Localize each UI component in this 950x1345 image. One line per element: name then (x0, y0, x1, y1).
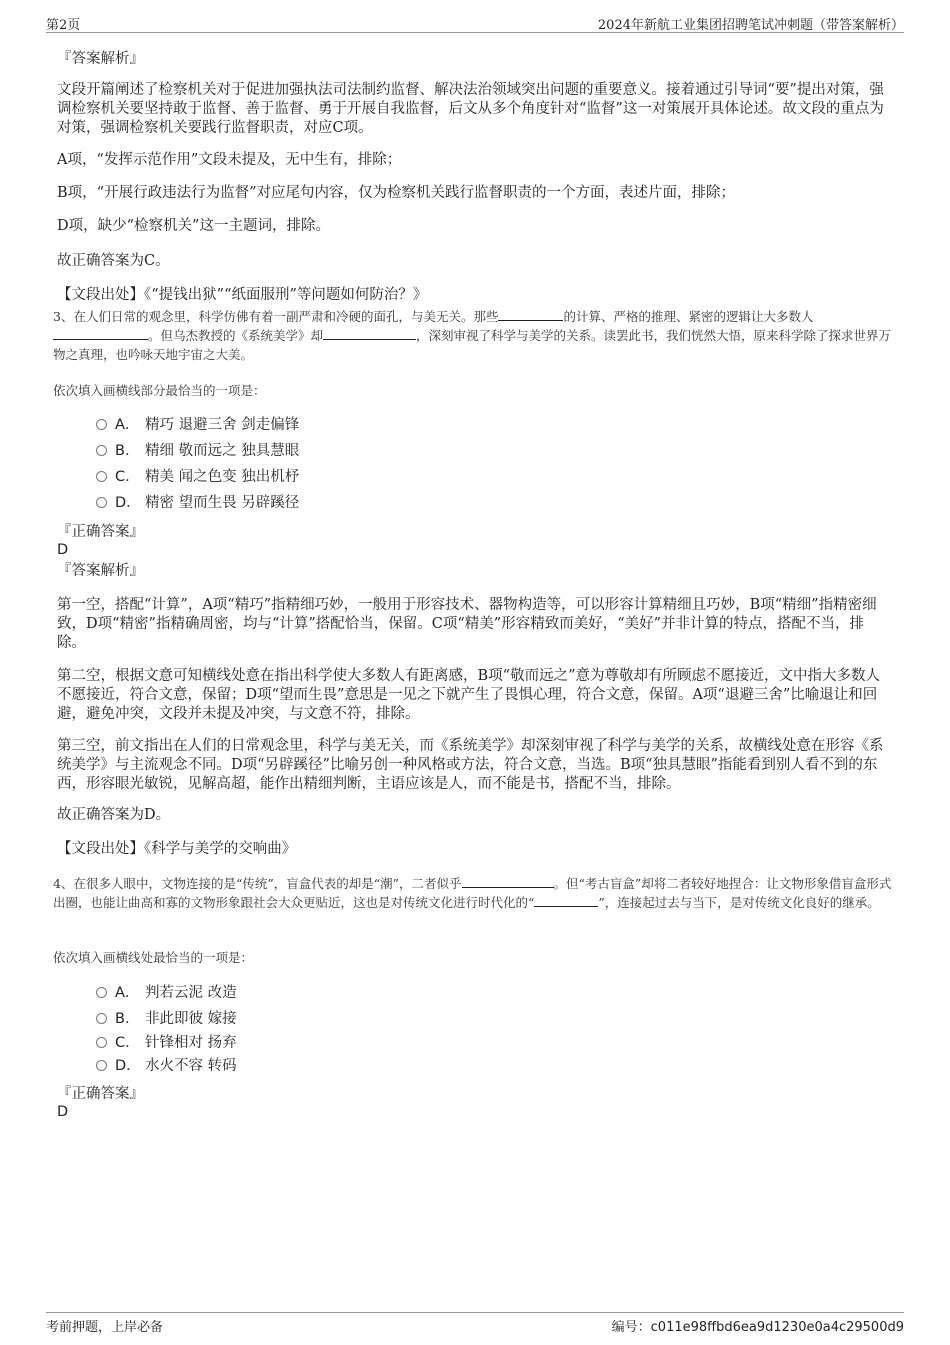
q3-analysis-2: 第二空，根据文意可知横线处意在指出科学使大多数人有距离感，B项“敬而远之”意为尊敬却有所顾虑不愿接近，文中指大多数人不愿接近，符合文意，保留；D项“望而生畏”意思是一见之下就产生了畏惧心理，符合文意，保留。A项“退避三舍”比喻退让和回避，避免冲突，文段并未提及冲突，与文意不符，排除。 (57, 668, 880, 722)
q4-option-a[interactable]: A． 判若云泥 改造 (96, 983, 237, 1003)
q4-answer-label: 『正确答案』 (57, 1086, 144, 1102)
q3-analysis-3: 第三空，前文指出在人们的日常观念里，科学与美无关，而《系统美学》却深刻审视了科学与美学的关系，故横线处意在形容《系统美学》与主流观念不同。D项“另辟蹊径”比喻另创一种风格或方法，符合文意，当选。B项“独具慧眼”指能看到别人看不到的东西，形容眼光敏锐，见解高超，能作出精细判断，主语应该是人，而不能是书，搭配不当，排除。 (57, 738, 884, 792)
q3-blank-3[interactable] (323, 327, 416, 340)
q2-analysis-label: 『答案解析』 (57, 51, 144, 67)
q2-source: 【文段出处】《“提钱出狱”“纸面服刑”等问题如何防治？》 (57, 287, 428, 303)
q3-answer-label: 『正确答案』 (57, 524, 144, 540)
q3-conclusion: 故正确答案为D。 (57, 807, 171, 823)
q3-prompt: 依次填入画横线部分最恰当的一项是： (53, 383, 266, 398)
q4-prompt: 依次填入画横线处最恰当的一项是： (53, 950, 254, 965)
q4-blank-2[interactable] (534, 894, 598, 907)
document-title: 2024年新航工业集团招聘笔试冲刺题（带答案解析） (597, 18, 904, 33)
q3-option-a[interactable]: A． 精巧 退避三舍 剑走偏锋 (96, 415, 299, 435)
q2-option-a-analysis: A项，“发挥示范作用”文段未提及，无中生有，排除； (57, 152, 402, 168)
q3-stem: 3、在人们日常的观念里，科学仿佛有着一副严肃和冷硬的面孔，与美无关。那些 的计算、严格的推理、紧密的逻辑让大多数人。但乌杰教授的《系统美学》却 ，深刻审视了科学与美学的关系。读罢此书，我们恍然大悟，原来科学除了探求世界万物之真理，也吟咏天地宇宙之大美。 (53, 309, 892, 362)
radio-icon[interactable] (96, 445, 107, 456)
q3-analysis-1: 第一空，搭配“计算”，A项“精巧”指精细巧妙，一般用于形容技术、器物构造等，可以形容计算精细且巧妙，B项“精细”指精密细致，D项“精密”指精确周密，均与“计算”搭配恰当，保留。C项“精美”形容精致而美好，“美好”并非计算的特点，搭配不当，排除。 (57, 597, 877, 651)
footer-slogan: 考前押题，上岸必备 (46, 1320, 164, 1335)
radio-icon[interactable] (96, 1037, 107, 1048)
q2-analysis-paragraph: 文段开篇阐述了检察机关对于促进加强执法司法制约监督、解决法治领域突出问题的重要意义。接着通过引导词“要”提出对策，强调检察机关要坚持敢于监督、善于监督、勇于开展自我监督，后文从多个角度针对“监督”这一对策展开具体论述。故文段的重点为对策，强调检察机关要践行监督职责，对应C项。 (57, 82, 884, 136)
q3-source: 【文段出处】《科学与美学的交响曲》 (57, 841, 297, 857)
q4-option-d[interactable]: D． 水火不容 转码 (96, 1056, 237, 1076)
q3-option-b[interactable]: B． 精细 敬而远之 独具慧眼 (96, 441, 299, 461)
page-number: 第2页 (46, 18, 81, 33)
q3-option-d[interactable]: D． 精密 望而生畏 另辟蹊径 (96, 493, 299, 513)
page-footer (46, 1312, 904, 1335)
q3-analysis-label: 『答案解析』 (57, 563, 144, 579)
q2-option-b-analysis: B项，“开展行政违法行为监督”对应尾句内容，仅为检察机关践行监督职责的一个方面，表述片面，排除； (57, 185, 735, 201)
q2-conclusion: 故正确答案为C。 (57, 253, 170, 269)
q3-blank-2[interactable] (53, 327, 148, 340)
document-code: 编号：c011e98ffbd6ea9d1230e0a4c29500d9 (611, 1320, 904, 1335)
q4-answer: D (57, 1104, 69, 1120)
radio-icon[interactable] (96, 987, 107, 998)
radio-icon[interactable] (96, 1013, 107, 1024)
radio-icon[interactable] (96, 1060, 107, 1071)
q4-blank-1[interactable] (462, 875, 554, 888)
radio-icon[interactable] (96, 419, 107, 430)
q3-blank-1[interactable] (498, 308, 563, 321)
page-header (46, 12, 904, 33)
radio-icon[interactable] (96, 471, 107, 482)
radio-icon[interactable] (96, 497, 107, 508)
q4-stem: 4、在很多人眼中，文物连接的是“传统”，盲盒代表的却是“潮”，二者似乎 。但“考古盲盒”却将二者较好地捏合：让文物形象借盲盒形式出圈，也能让曲高和寡的文物形象跟社会大众更贴近，这也是对传统文化进行时代化的“ ”，连接起过去与当下，是对传统文化良好的继承。 (53, 876, 892, 910)
q3-answer: D (57, 542, 69, 558)
q3-option-c[interactable]: C． 精美 闻之色变 独出机杼 (96, 467, 299, 487)
q4-option-b[interactable]: B． 非此即彼 嫁接 (96, 1009, 237, 1029)
q2-option-d-analysis: D项，缺少“检察机关”这一主题词，排除。 (57, 218, 330, 234)
q4-option-c[interactable]: C． 针锋相对 扬弃 (96, 1033, 237, 1053)
